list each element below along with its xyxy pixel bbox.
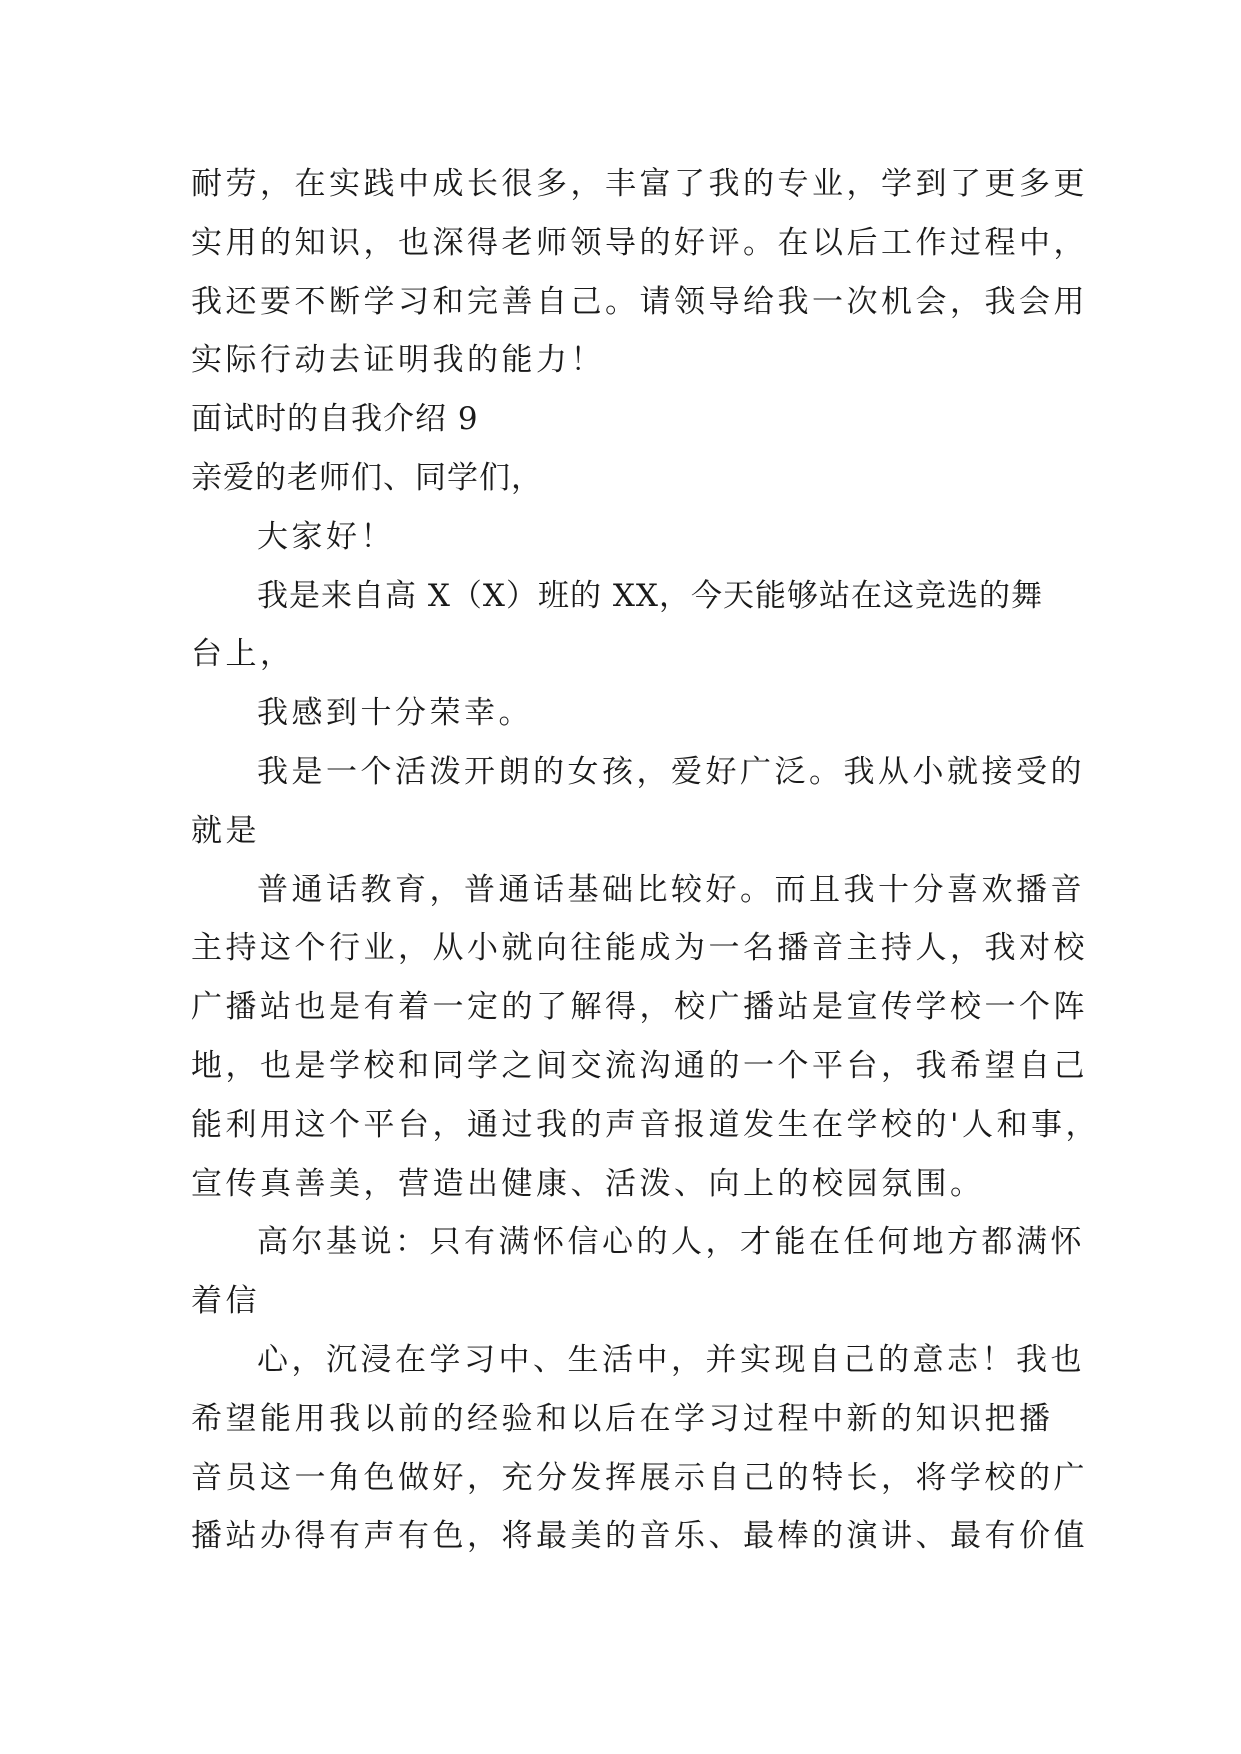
body-line: 实际行动去证明我的能力！ xyxy=(191,342,605,379)
body-line: 播站办得有声有色，将最美的音乐、最棒的演讲、最有价值 xyxy=(191,1518,1088,1555)
document-body xyxy=(191,155,1101,1566)
body-line: 普通话教育，普通话基础比较好。而且我十分喜欢播音 xyxy=(257,871,1085,908)
body-line: 实用的知识，也深得老师领导的好评。在以后工作过程中， xyxy=(191,224,1088,261)
body-line: 地，也是学校和同学之间交流沟通的一个平台，我希望自己 xyxy=(191,1047,1088,1084)
body-line: 广播站也是有着一定的了解得，校广播站是宣传学校一个阵 xyxy=(191,989,1088,1026)
body-line: 高尔基说：只有满怀信心的人，才能在任何地方都满怀 xyxy=(257,1224,1085,1261)
body-line: 着信 xyxy=(191,1283,260,1320)
body-line: 主持这个行业，从小就向往能成为一名播音主持人，我对校 xyxy=(191,930,1088,967)
body-line: 希望能用我以前的经验和以后在学习过程中新的知识把播 xyxy=(191,1400,1054,1437)
body-line: 我是一个活泼开朗的女孩，爱好广泛。我从小就接受的 xyxy=(257,753,1085,790)
body-line: 我是来自高 X（X）班的 XX，今天能够站在这竞选的舞 xyxy=(257,577,1043,614)
body-line: 台上， xyxy=(191,636,295,673)
body-line: 我还要不断学习和完善自己。请领导给我一次机会，我会用 xyxy=(191,283,1088,320)
body-line: 我感到十分荣幸。 xyxy=(257,695,533,732)
body-line: 心，沉浸在学习中、生活中，并实现自己的意志！我也 xyxy=(257,1341,1085,1378)
body-line: 宣传真善美，营造出健康、活泼、向上的校园氛围。 xyxy=(191,1165,985,1202)
body-line: 就是 xyxy=(191,812,260,849)
body-line: 耐劳，在实践中成长很多，丰富了我的专业，学到了更多更 xyxy=(191,166,1088,202)
section-heading: 面试时的自我介绍 9 xyxy=(191,401,479,438)
body-line: 能利用这个平台，通过我的声音报道发生在学校的'人和事， xyxy=(191,1106,1101,1143)
greeting: 大家好！ xyxy=(257,518,395,555)
salutation: 亲爱的老师们、同学们， xyxy=(191,459,543,496)
body-line: 音员这一角色做好，充分发挥展示自己的特长，将学校的广 xyxy=(191,1459,1088,1496)
